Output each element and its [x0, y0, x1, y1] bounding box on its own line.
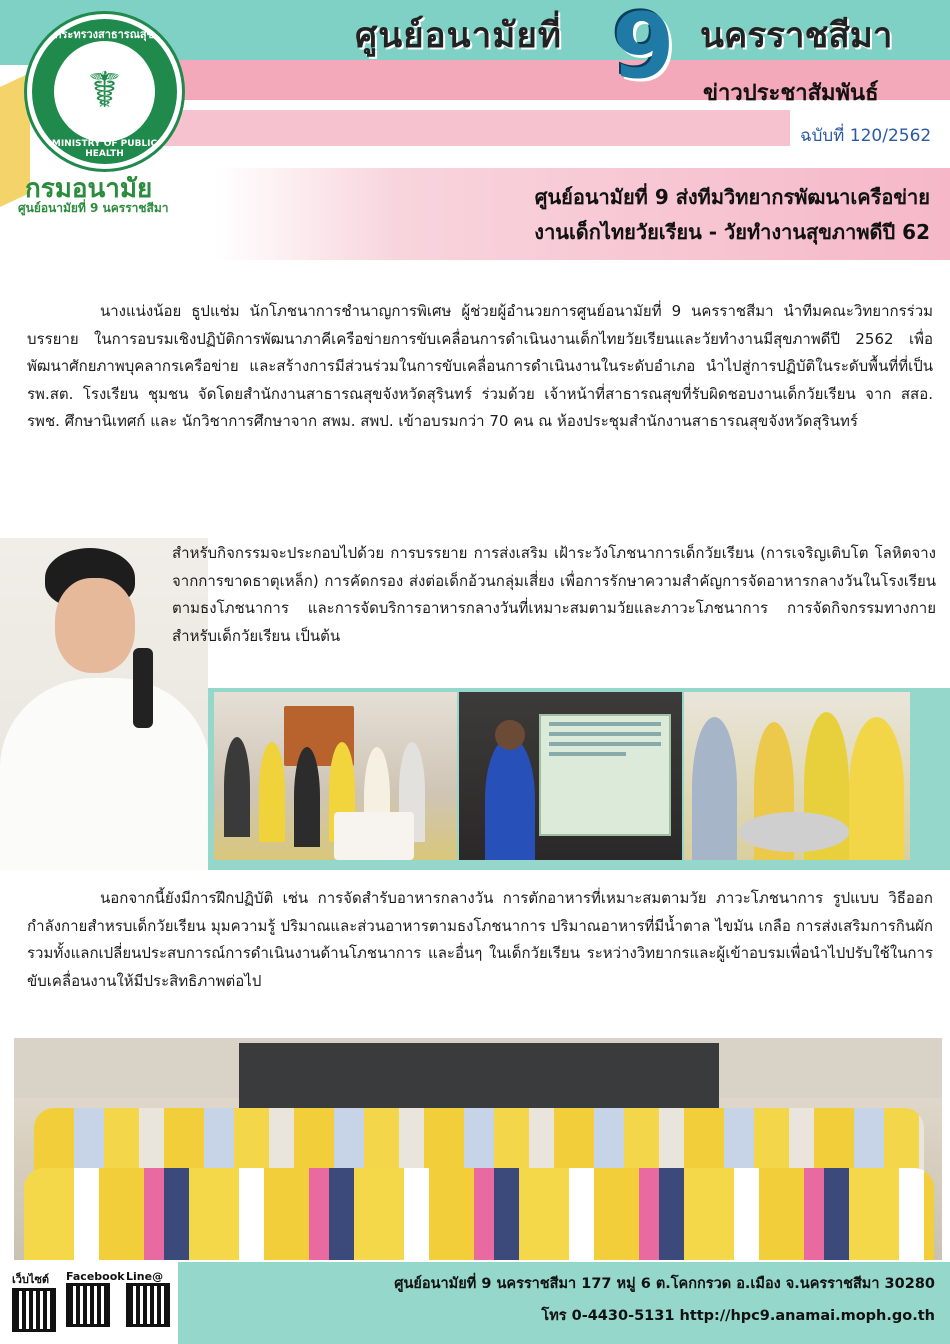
- logo-inner-circle: [54, 41, 155, 142]
- department-name: กรมอนามัย: [25, 174, 153, 204]
- qr-line[interactable]: [126, 1270, 170, 1327]
- center-number: 9: [612, 0, 675, 99]
- group-photo: [14, 1038, 942, 1260]
- section-label: ข่าวประชาสัมพันธ์: [703, 81, 879, 106]
- footer-address: ศูนย์อนามัยที่ 9 นครราชสีมา 177 หมู่ 6 ต.โคกกรวด อ.เมือง จ.นครราชสีมา 30280: [394, 1276, 935, 1292]
- qr-facebook-label: Facebook: [66, 1270, 125, 1283]
- province-name: นครราชสีมา: [700, 15, 893, 56]
- headline-line-1: ศูนย์อนามัยที่ 9 ส่งทีมวิทยากรพัฒนาเครือข่าย: [534, 185, 930, 209]
- paragraph-1: [27, 298, 933, 436]
- qr-website[interactable]: [12, 1270, 56, 1332]
- activity-photo-1: [214, 692, 457, 860]
- caduceus-icon: ☤: [87, 61, 122, 119]
- qr-website-label: เว็บไซต์: [12, 1273, 50, 1286]
- center-name: ศูนย์อนามัยที่: [355, 15, 562, 56]
- qr-facebook[interactable]: [66, 1270, 125, 1327]
- department-subtitle: ศูนย์อนามัยที่ 9 นครราชสีมา: [18, 201, 169, 215]
- paragraph-1-text: นางแน่งน้อย ธูปแช่ม นักโภชนาการชำนาญการพิเศษ ผู้ช่วยผู้อำนวยการศูนย์อนามัยที่ 9 นครราชสีมา นำทีมคณะวิทยากรร่วมบรรยาย ในการอบรมเชิงปฏิบัติการพัฒนาภาคีเครือข่ายการขับเคลื่อนการดำเนินงานเด็กไทยวัยเรียนและวัยทำงานมีสุขภาพดีปี 2562 เพื่อพัฒนาศักยภาพบุคลากรเครือข่าย และสร้างการมีส่วนร่วมในการขับเคลื่อนการดำเนินงานในระดับอำเภอ นำไปสู่การปฏิบัติในระดับพื้นที่ที่เป็น รพ.สต. โรงเรียน ชุมชน จัดโดยสำนักงานสาธารณสุขจังหวัดสุรินทร์ ร่วมด้วย เจ้าหน้าที่สาธารณสุขที่รับผิดชอบงานเด็กวัยเรียน จาก สสอ. รพช. ศึกษานิเทศก์ และ นักวิชาการศึกษาจาก สพม. สพป. เข้าอบรมกว่า 70 คน ณ ห้องประชุมสำนักงานสาธารณสุขจังหวัดสุรินทร์: [27, 302, 933, 430]
- projection-screen: [539, 714, 671, 836]
- logo-text-bottom: MINISTRY OF PUBLIC HEALTH: [51, 139, 158, 159]
- headline-line-2: งานเด็กไทยวัยเรียน - วัยทำงานสุขภาพดีปี 62: [534, 220, 930, 244]
- paragraph-2: สำหรับกิจกรรมจะประกอบไปด้วย การบรรยาย การส่งเสริม เฝ้าระวังโภชนาการเด็กวัยเรียน (การเจริญเติบโต โลหิตจางจากการขาดธาตุเหล็ก) การคัดกรอง ส่งต่อเด็กอ้วนกลุ่มเสี่ยง เพื่อการรักษาความสำคัญการจัดอาหารกลางวันในโรงเรียนตามธงโภชนาการ และการจัดบริการอาหารกลางวันที่เหมาะสมตามวัยและภาวะโภชนาการ การจัดกิจกรรมทางกายสำหรับเด็กวัยเรียน เป็นต้น: [172, 544, 936, 645]
- footer-contact: โทร 0-4430-5131 http://hpc9.anamai.moph.go.th: [541, 1308, 935, 1324]
- qr-line-label: Line@: [126, 1270, 164, 1283]
- headline: [240, 180, 930, 250]
- qr-code-icon: [12, 1288, 56, 1332]
- header-pink-stripe-lower: [90, 110, 790, 146]
- activity-photo-2: [459, 692, 682, 860]
- issue-number: ฉบับที่ 120/2562: [800, 126, 932, 146]
- qr-code-icon: [126, 1283, 170, 1327]
- logo-text-top: กระทรวงสาธารณสุข: [54, 28, 155, 41]
- footer-qr-area: [0, 1262, 178, 1344]
- paragraph-3-text: นอกจากนี้ยังมีการฝึกปฏิบัติ เช่น การจัดสำรับอาหารกลางวัน การตักอาหารที่เหมาะสมตามวัย ภาวะโภชนาการ รูปแบบ วิธีออกกำลังกายสำหรบเด็กวัยเรียน มุมความรู้ ปริมาณและส่วนอาหารตามธงโภชนาการ ปริมาณอาหารที่มีน้ำตาล ไขมัน เกลือ การส่งเสริมการกินผัก รวมทั้งแลกเปลี่ยนประสบการณ์การดำเนินงานด้านโภชนาการ และอื่นๆ ในเด็กวัยเรียน ระหว่างวิทยากรและผู้เข้าอบรมเพื่อนำไปปรับใช้ในการขับเคลื่อนงานให้มีประสิทธิภาพต่อไป: [27, 889, 933, 990]
- qr-code-icon: [66, 1283, 110, 1327]
- activity-photo-3: [684, 692, 910, 860]
- ministry-logo: [27, 14, 182, 169]
- paragraph-3: [27, 885, 933, 995]
